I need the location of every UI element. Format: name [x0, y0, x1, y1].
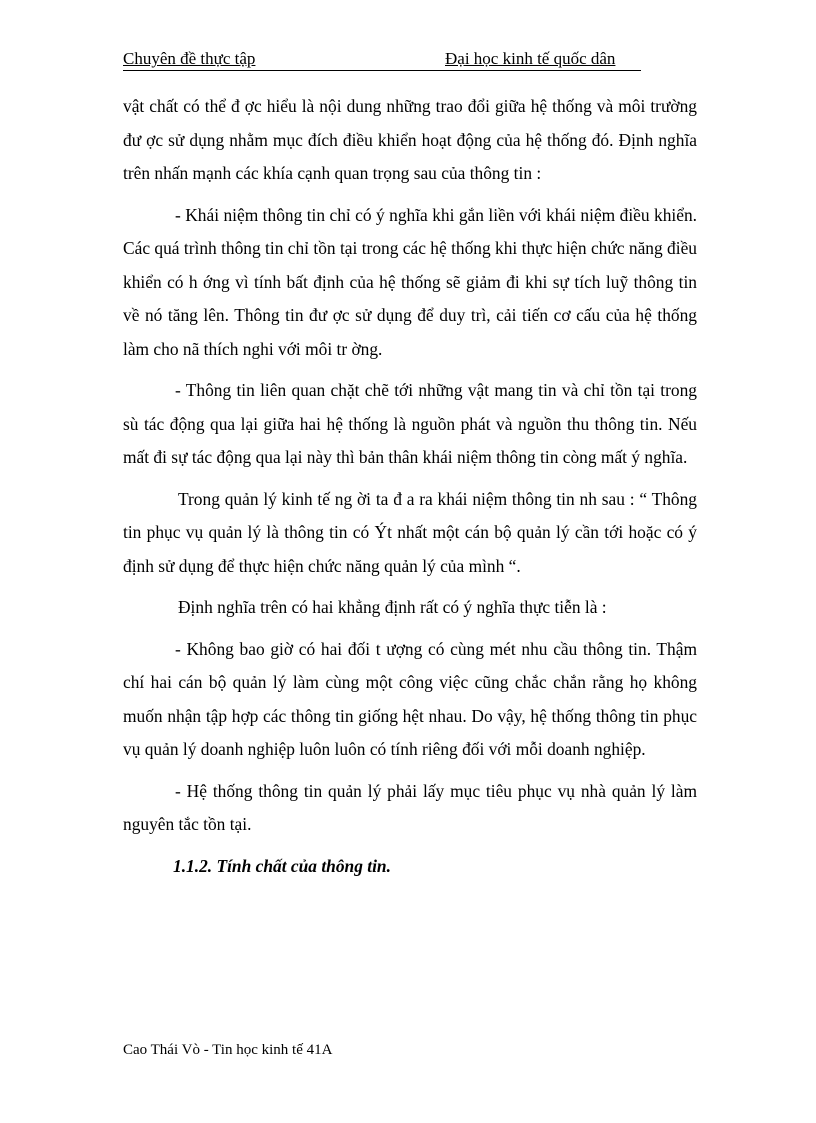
paragraph-2: - Khái niệm thông tin chỉ có ý nghĩa khi gắn liền với khái niệm điều khiển. Các quá trình thông tin chỉ tồn tại trong các hệ thống khi thực hiện chức năng điều khiển có h ớng vì tính bất định của hệ thống sẽ giảm đi khi sự tích luỹ thông tin về nó tăng lên. Thông tin đư ợc sử dụng để duy trì, cải tiến cơ cấu của hệ thống làm cho nã thích nghi với môi tr ờng. [123, 204, 697, 359]
paragraph-4: Trong quản lý kinh tế ng ời ta đ a ra khái niệm thông tin nh sau : “ Thông tin phục vụ quản lý là thông tin có Ýt nhất một cán bộ quản lý cần tới hoặc có ý định sử dụng để thực hiện chức năng quản lý của mình “. [123, 488, 697, 576]
paragraph-1: vật chất có thể đ ợc hiểu là nội dung những trao đổi giữa hệ thống và môi trường đư ợc sử dụng nhằm mục đích điều khiển hoạt động của hệ thống đó. Định nghĩa trên nhấn mạnh các khía cạnh quan trọng sau của thông tin : [123, 96, 697, 183]
paragraph-3: - Thông tin liên quan chặt chẽ tới những vật mang tin và chỉ tồn tại trong sù tác động qua lại giữa hai hệ thống là nguồn phát và nguồn thu thông tin. Nếu mất đi sự tác động qua lại này thì bản thân khái niệm thông tin còng mất ý nghĩa. [123, 380, 697, 467]
header-left-title: Chuyên đề thực tập [123, 49, 256, 68]
header-right-title: Đại học kinh tế quốc dân [445, 49, 616, 68]
paragraph-7: - Hệ thống thông tin quản lý phải lấy mục tiêu phục vụ nhà quản lý làm nguyên tắc tồn tại. [123, 780, 697, 834]
paragraph-6: - Không bao giờ có hai đối t ượng có cùng mét nhu cầu thông tin. Thậm chí hai cán bộ quản lý làm cùng một công việc cũng chắc chắn rằng họ không muốn nhận tập hợp các thông tin giống hệt nhau. Do vậy, hệ thống thông tin phục vụ quản lý doanh nghiệp luôn luôn có tính riêng đối với mỗi doanh nghiệp. [123, 638, 697, 759]
paragraph-5: Định nghĩa trên có hai khẳng định rất có ý nghĩa thực tiễn là : [178, 597, 607, 617]
page-footer: Cao Thái Vò - Tin học kinh tế 41A [123, 1042, 333, 1058]
page-header [123, 48, 641, 71]
section-heading: 1.1.2. Tính chất của thông tin. [173, 855, 391, 876]
document-body [123, 90, 697, 883]
